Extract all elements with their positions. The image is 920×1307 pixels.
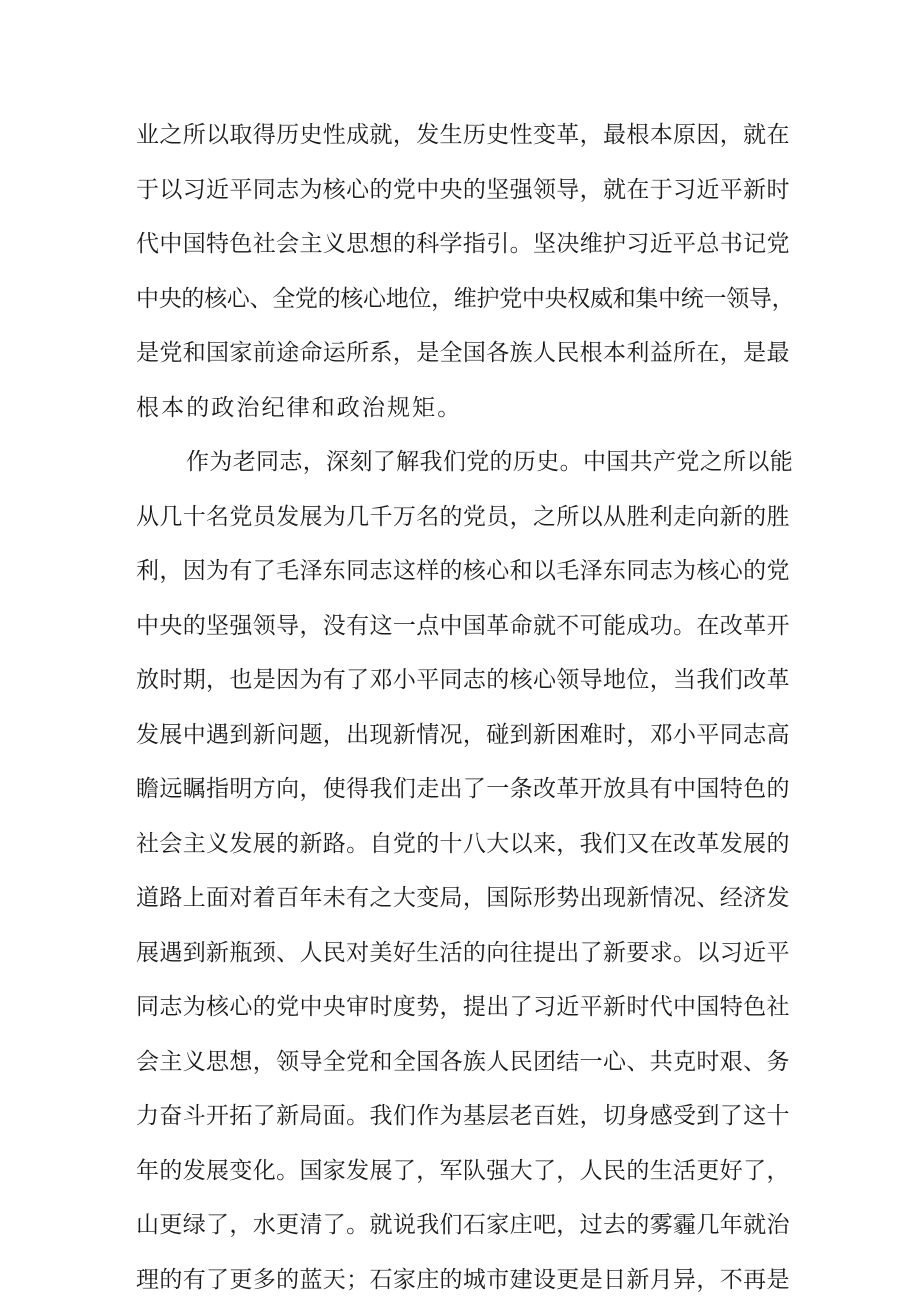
text-line-4: 中央的核心、全党的核心地位，维护党中央权威和集中统一领导， — [136, 272, 796, 327]
text-line-3: 代中国特色社会主义思想的科学指引。坚决维护习近平总书记党 — [136, 217, 796, 272]
text-line-13: 瞻远瞩指明方向，使得我们走出了一条改革开放具有中国特色的 — [136, 762, 796, 817]
text-line-5: 是党和国家前途命运所系，是全国各族人民根本利益所在，是最 — [136, 326, 796, 381]
document-body — [136, 108, 796, 1307]
text-line-6: 根本的政治纪律和政治规矩。 — [136, 381, 796, 436]
text-line-11: 放时期，也是因为有了邓小平同志的核心领导地位，当我们改革 — [136, 653, 796, 708]
text-line-18: 会主义思想，领导全党和全国各族人民团结一心、共克时艰、务 — [136, 1035, 796, 1090]
text-line-19: 力奋斗开拓了新局面。我们作为基层老百姓，切身感受到了这十 — [136, 1089, 796, 1144]
text-line-12: 发展中遇到新问题，出现新情况，碰到新困难时，邓小平同志高 — [136, 708, 796, 763]
text-line-16: 展遇到新瓶颈、人民对美好生活的向往提出了新要求。以习近平 — [136, 926, 796, 981]
text-line-14: 社会主义发展的新路。自党的十八大以来，我们又在改革发展的 — [136, 817, 796, 872]
text-line-15: 道路上面对着百年未有之大变局，国际形势出现新情况、经济发 — [136, 871, 796, 926]
text-line-22: 理的有了更多的蓝天；石家庄的城市建设更是日新月异，不再是 — [136, 1253, 796, 1307]
text-line-10: 中央的坚强领导，没有这一点中国革命就不可能成功。在改革开 — [136, 599, 796, 654]
text-line-17: 同志为核心的党中央审时度势，提出了习近平新时代中国特色社 — [136, 980, 796, 1035]
text-line-1: 业之所以取得历史性成就，发生历史性变革，最根本原因，就在 — [136, 108, 796, 163]
text-line-2: 于以习近平同志为核心的党中央的坚强领导，就在于习近平新时 — [136, 163, 796, 218]
text-line-21: 山更绿了，水更清了。就说我们石家庄吧，过去的雾霾几年就治 — [136, 1198, 796, 1253]
text-line-9: 利，因为有了毛泽东同志这样的核心和以毛泽东同志为核心的党 — [136, 544, 796, 599]
text-line-20: 年的发展变化。国家发展了，军队强大了，人民的生活更好了， — [136, 1144, 796, 1199]
text-line-8: 从几十名党员发展为几千万名的党员，之所以从胜利走向新的胜 — [136, 490, 796, 545]
paragraph-2-first-line: 作为老同志，深刻了解我们党的历史。中国共产党之所以能 — [136, 435, 796, 490]
